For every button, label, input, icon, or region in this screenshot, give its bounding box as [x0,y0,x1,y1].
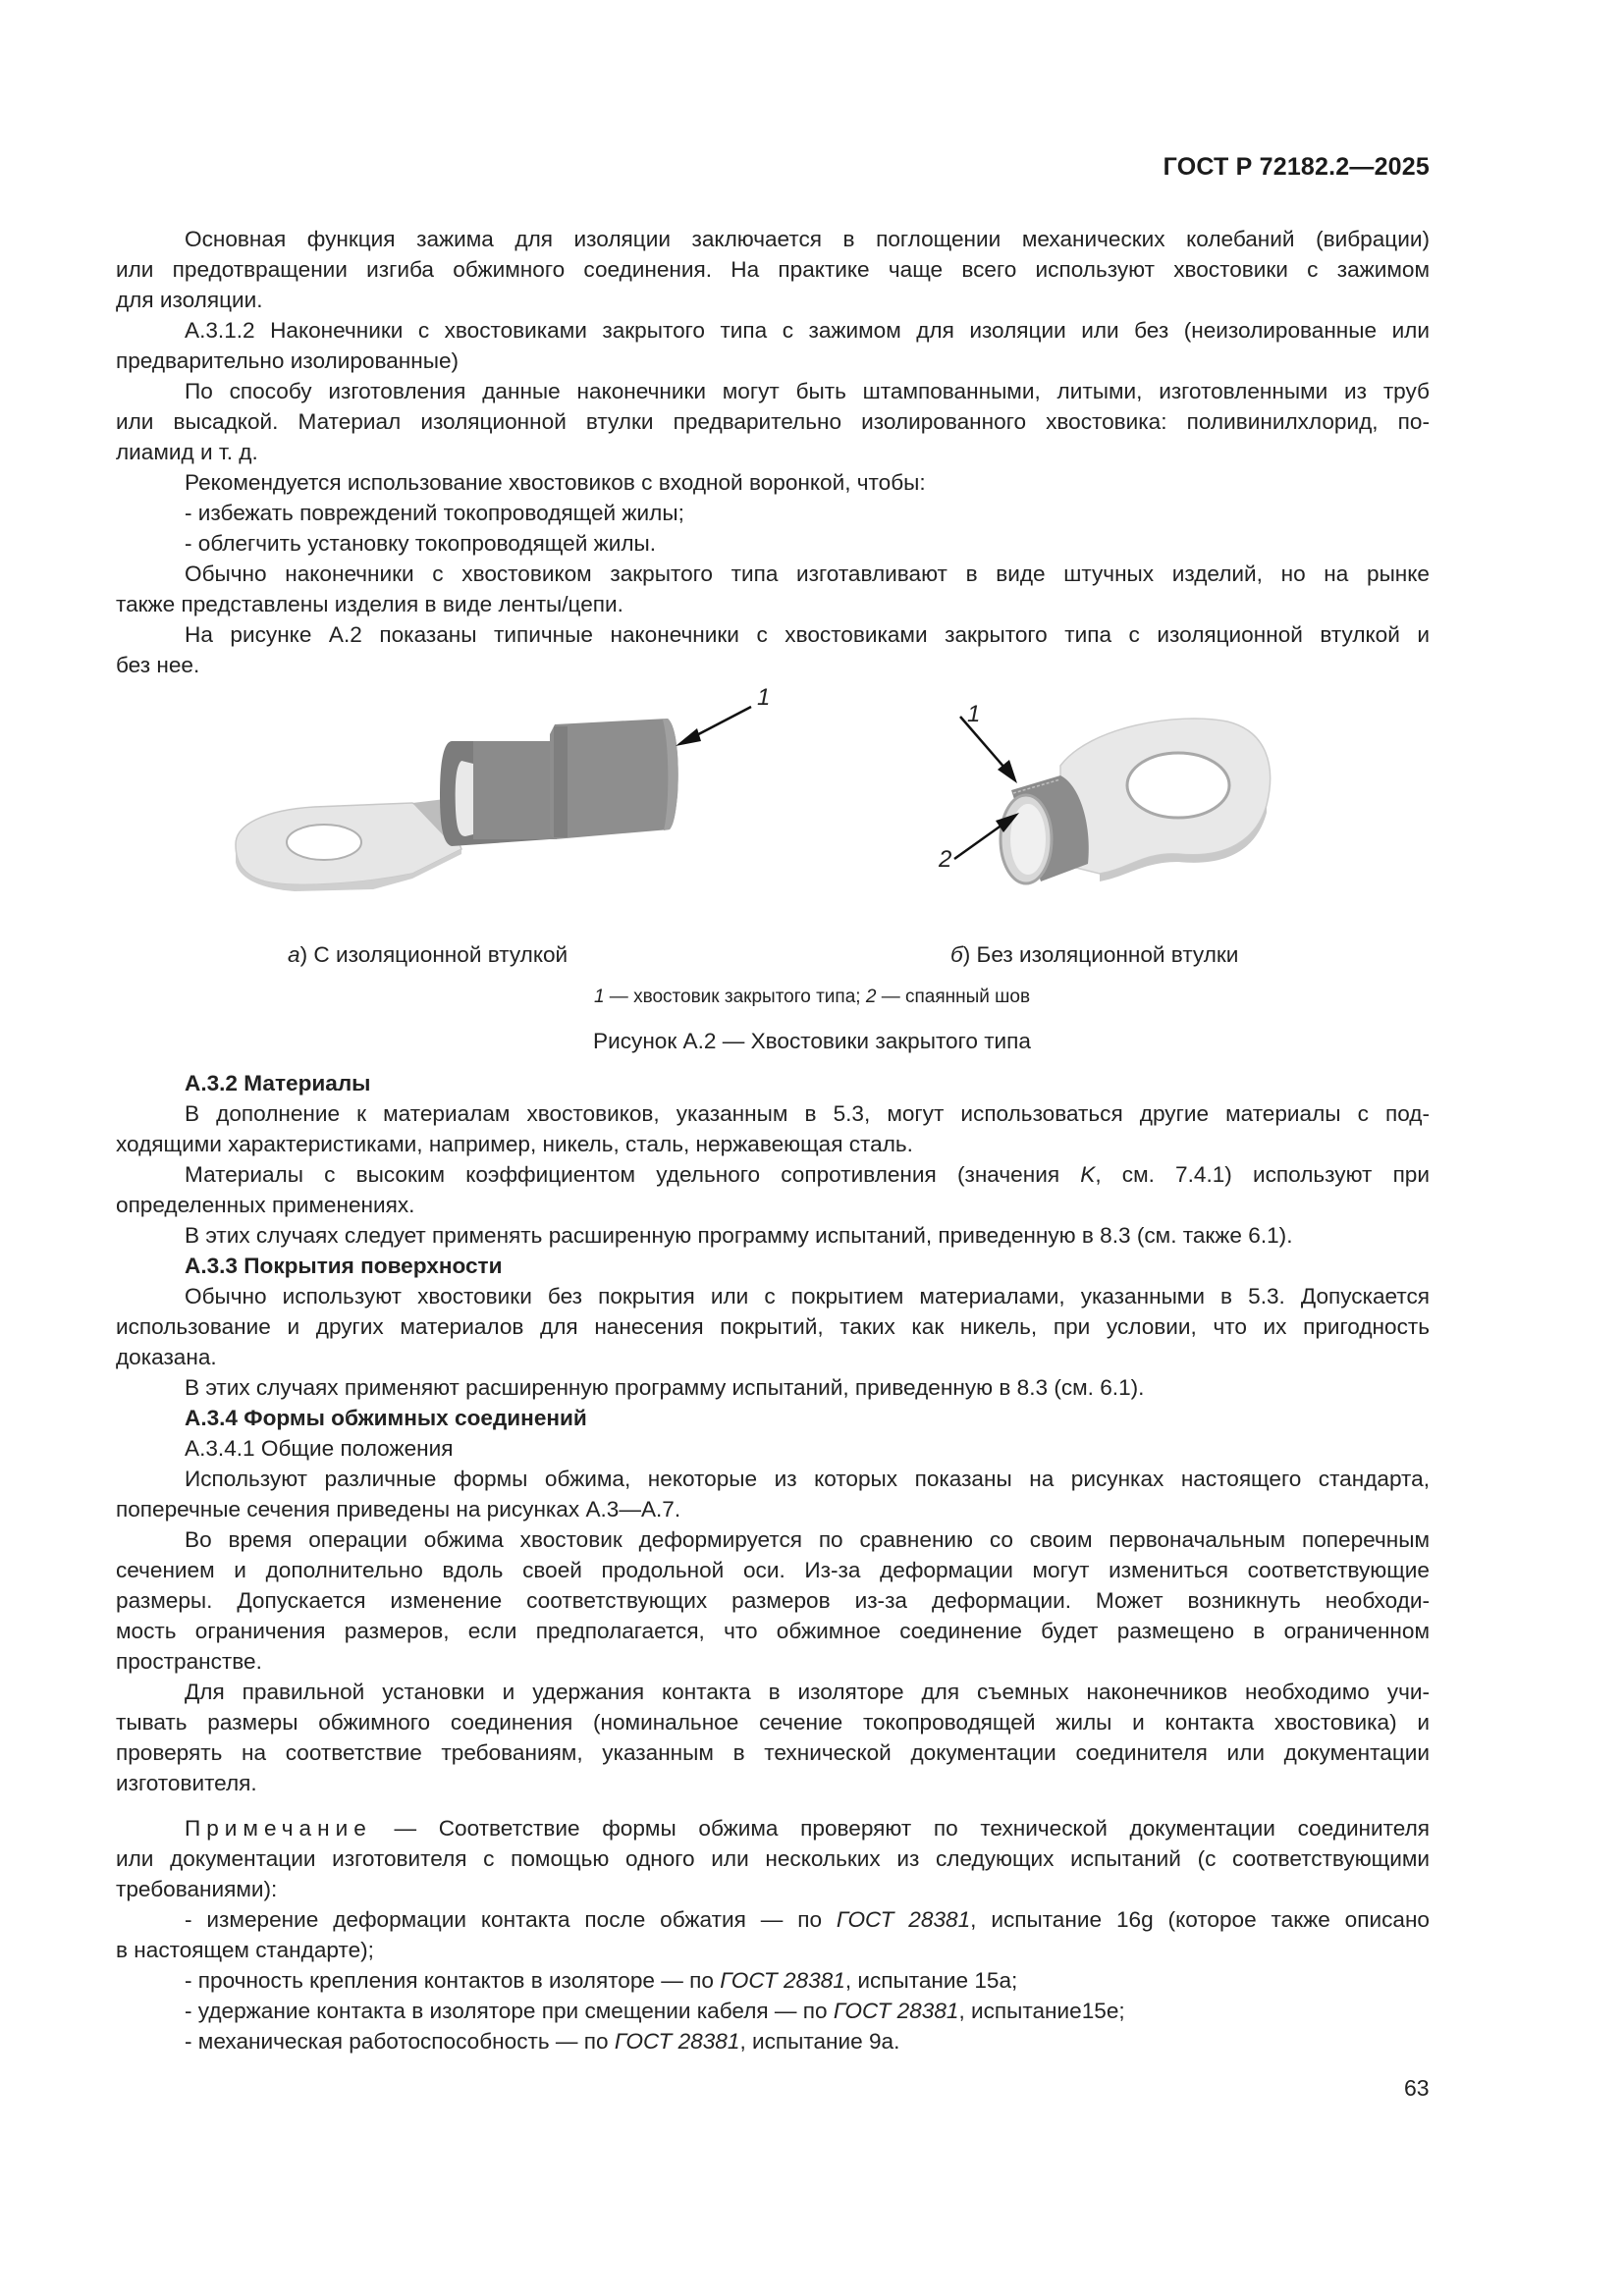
ring-lug-icon [1060,719,1271,881]
paragraph-line: или высадкой. Материал изоляционной втулки предварительно изолированного хвостовика: поливинилхлорид, по- [116,409,1430,434]
figure-caption-a: а) С изоляционной втулкой [288,942,568,967]
ring-lug-icon [236,797,471,891]
paragraph-line: Обычно используют хвостовики без покрытия или с покрытием материалами, указанными в 5.3. Допускается [185,1284,1430,1308]
figure-b-uninsulated-terminal [933,687,1345,923]
paragraph-line: изготовителя. [116,1771,257,1795]
figure-a-insulated-terminal [216,687,766,913]
section-heading: А.3.4 Формы обжимных соединений [185,1406,587,1430]
paragraph-line: Для правильной установки и удержания контакта в изоляторе для съемных наконечников необходимо учи- [185,1680,1430,1704]
note-list-item: - удержание контакта в изоляторе при смещении кабеля — по ГОСТ 28381, испытание15е; [185,1999,1125,2023]
paragraph-line: Во время операции обжима хвостовик деформируется по сравнению со своим первоначальным поперечным [185,1527,1430,1552]
note-list-item-continuation: в настоящем стандарте); [116,1938,374,1962]
figure-legend: 1 — хвостовик закрытого типа; 2 — спаянный шов [593,987,1031,1007]
insulation-sleeve-icon [440,719,678,846]
paragraph-line: В дополнение к материалам хвостовиков, указанным в 5.3, могут использоваться другие материалы с под- [185,1101,1430,1126]
figure-title: Рисунок А.2 — Хвостовики закрытого типа [593,1029,1031,1053]
barrel-icon [1001,775,1089,883]
paragraph-line: мость ограничения размеров, если предполагается, что обжимное соединение будет размещено в ограниченном [116,1619,1430,1643]
paragraph-line: Обычно наконечники с хвостовиком закрытого типа изготавливают в виде штучных изделий, но на рынке [185,561,1430,586]
paragraph-line: По способу изготовления данные наконечники могут быть штампованными, литыми, изготовленными из труб [185,379,1430,403]
paragraph-line: На рисунке А.2 показаны типичные наконечники с хвостовиками закрытого типа с изоляционной втулкой и [185,622,1430,647]
paragraph-line: пространстве. [116,1649,262,1674]
paragraph-line: для изоляции. [116,288,263,312]
paragraph-line: сечением и дополнительно вдоль своей продольной оси. Из-за деформации могут измениться соответствующие [116,1558,1430,1582]
section-heading: А.3.2 Материалы [185,1071,371,1095]
paragraph-line: использование и других материалов для нанесения покрытий, таких как никель, при условии, что их пригодность [116,1314,1430,1339]
document-standard-id: ГОСТ Р 72182.2—2025 [1163,153,1430,181]
note-list-item: - измерение деформации контакта после обжатия — по ГОСТ 28381, испытание 16g (которое также описано [185,1907,1430,1932]
section-heading: А.3.3 Покрытия поверхности [185,1254,503,1278]
list-item: - облегчить установку токопроводящей жилы. [185,531,657,556]
paragraph-line: Основная функция зажима для изоляции заключается в поглощении механических колебаний (вибрации) [185,227,1430,251]
paragraph-line: Рекомендуется использование хвостовиков с входной воронкой, чтобы: [185,470,926,495]
paragraph-line: предварительно изолированные) [116,348,460,373]
paragraph-line: А.3.1.2 Наконечники с хвостовиками закрытого типа с зажимом для изоляции или без (неизолированные или [185,318,1430,343]
callout-label: 1 [967,701,981,727]
paragraph-line: Используют различные формы обжима, некоторые из которых показаны на рисунках настоящего стандарта, [185,1467,1430,1491]
note-line: требованиями): [116,1877,278,1901]
note-label: Примечание [185,1816,372,1841]
paragraph-line: или предотвращении изгиба обжимного соединения. На практике чаще всего используют хвостовики с зажимом [116,257,1430,282]
paragraph-line: размеры. Допускается изменение соответствующих размеров из-за деформации. Может возникнуть необходи- [116,1588,1430,1613]
note-line: или документации изготовителя с помощью одного или нескольких из следующих испытаний (с соответствующими [116,1846,1430,1871]
callout-label: 1 [757,684,771,711]
paragraph-line: ходящими характеристиками, например, никель, сталь, нержавеющая сталь. [116,1132,913,1156]
paragraph-line: поперечные сечения приведены на рисунках А.3—А.7. [116,1497,681,1522]
paragraph-line: также представлены изделия в виде ленты/цепи. [116,592,623,616]
paragraph-line: Материалы с высоким коэффициентом удельного сопротивления (значения K, см. 7.4.1) используют при [185,1162,1430,1187]
list-item: - избежать повреждений токопроводящей жилы; [185,501,684,525]
figure-caption-b: б) Без изоляционной втулки [950,942,1239,967]
paragraph-line: лиамид и т. д. [116,440,258,464]
paragraph-line: В этих случаях применяют расширенную программу испытаний, приведенную в 8.3 (см. 6.1). [185,1375,1145,1400]
callout-label: 2 [939,846,952,873]
paragraph-line: доказана. [116,1345,217,1369]
paragraph-line: тывать размеры обжимного соединения (номинальное сечение токопроводящей жилы и контакта хвостовика) и [116,1710,1430,1735]
paragraph-line: проверять на соответствие требованиям, указанным в технической документации соединителя или документации [116,1740,1430,1765]
subsection-heading: А.3.4.1 Общие положения [185,1436,454,1461]
note-list-item: - механическая работоспособность — по ГОСТ 28381, испытание 9а. [185,2029,900,2054]
page-number: 63 [1404,2075,1430,2101]
note-list-item: - прочность крепления контактов в изоляторе — по ГОСТ 28381, испытание 15а; [185,1968,1018,1993]
paragraph-line: без нее. [116,653,200,677]
note-line: Примечание — Соответствие формы обжима проверяют по технической документации соединителя [185,1816,1430,1841]
paragraph-line: определенных применениях. [116,1193,415,1217]
paragraph-line: В этих случаях следует применять расширенную программу испытаний, приведенную в 8.3 (см. также 6.1). [185,1223,1293,1248]
